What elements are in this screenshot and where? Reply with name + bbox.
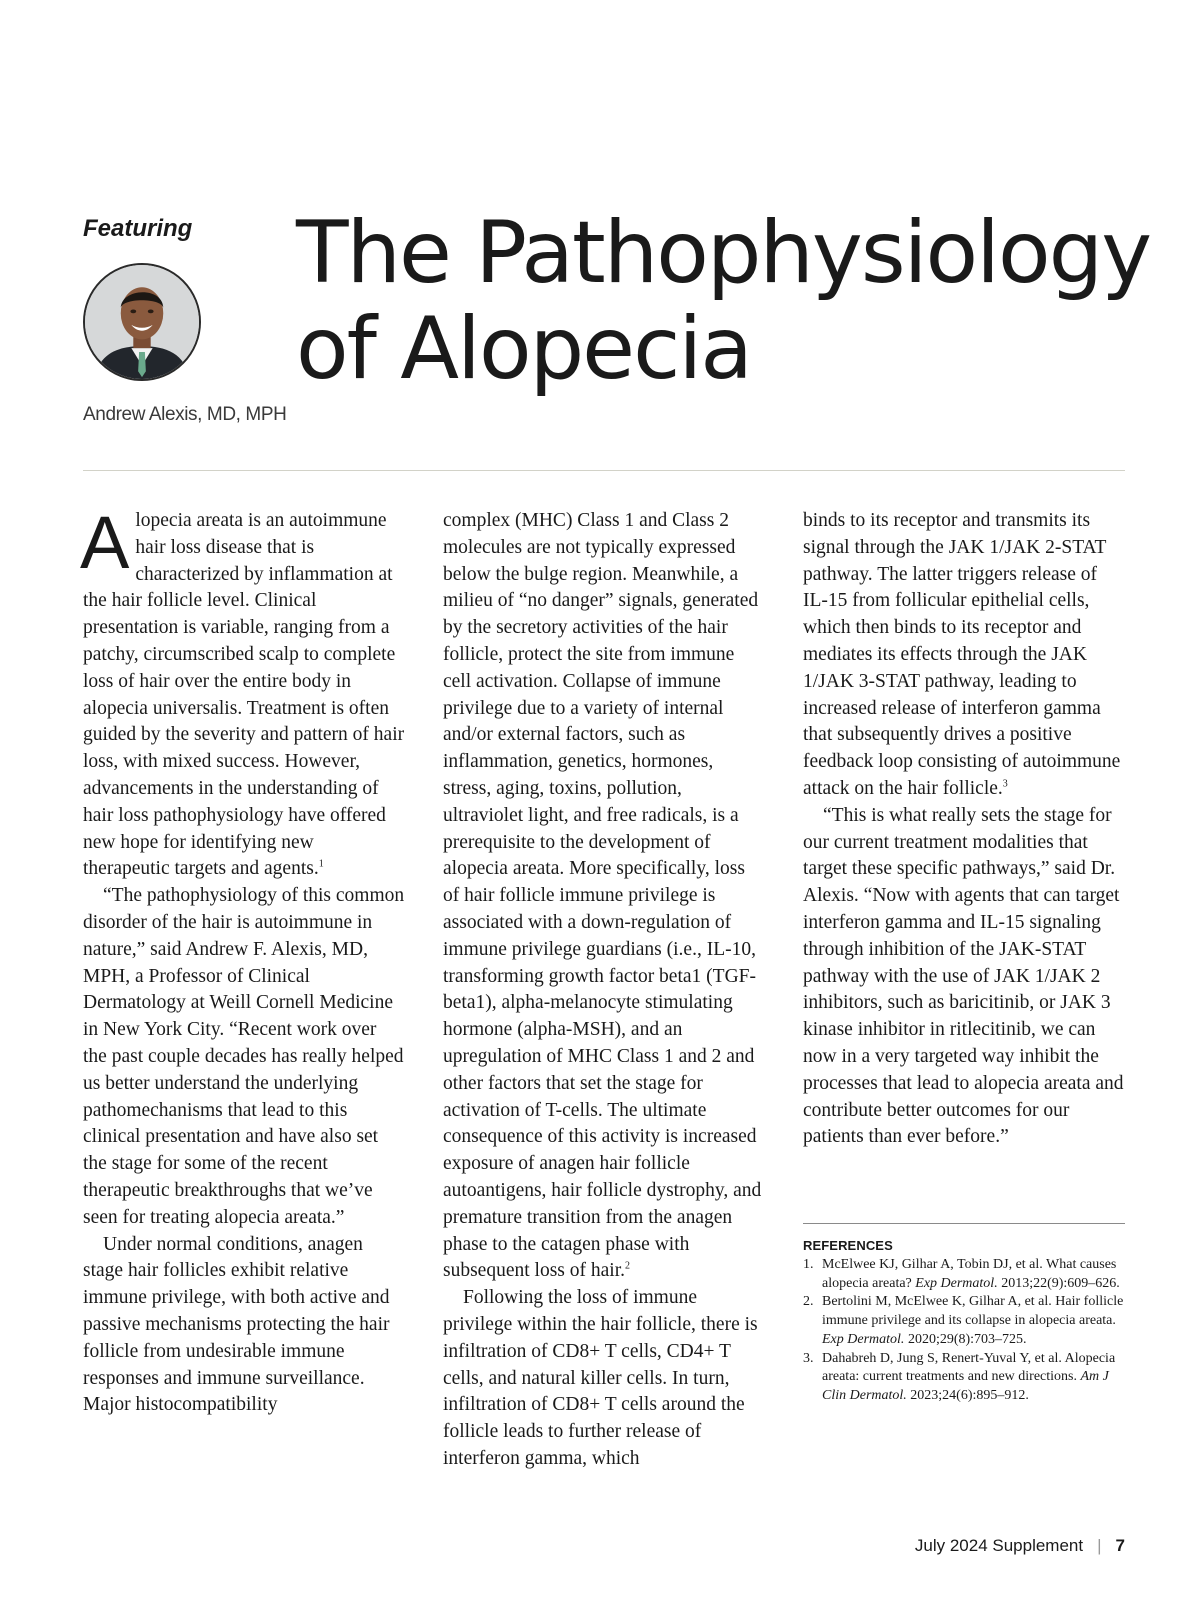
issue-label: July 2024 Supplement bbox=[914, 1536, 1084, 1555]
title-line-2: of Alopecia bbox=[296, 299, 751, 399]
drop-cap: A bbox=[80, 501, 130, 584]
reference-details: 2013;22(9):609–626. bbox=[1001, 1275, 1120, 1291]
references-list bbox=[803, 1256, 1125, 1406]
reference-marker: 1 bbox=[318, 858, 324, 870]
reference-marker: 3 bbox=[1002, 778, 1008, 790]
paragraph bbox=[80, 501, 405, 883]
reference-item bbox=[803, 1293, 1125, 1349]
paragraph: “The pathophysiology of this common disorder of the hair is autoimmune in nature,” said Andrew F. Alexis, MD, MPH, a Professor of Clinical Dermatology at Weill Cornell Medicine in New York City. “Recent work over the past couple decades has really helped us better understand the underlying pathomechanisms that lead to this clinical presentation and have also set the stage for some of the recent therapeutic breakthroughs that we’ve seen for treating alopecia areata.” bbox=[83, 885, 405, 1228]
paragraph-text: complex (MHC) Class 1 and Class 2 molecules are not typically expressed below the bulge region. Meanwhile, a milieu of “no danger” signals, generated by the secretory activities of the hair follicle, protect the site from immune cell activation. Collapse of immune privilege due to a variety of internal and/or external factors, such as inflammation, genetics, hormones, stress, aging, toxins, pollution, ultraviolet light, and free radicals, is a prerequisite to the development of alopecia areata. More specifically, loss of hair follicle immune privilege is associated with a down-regulation of immune privilege guardians (i.e., IL-10, transforming growth factor beta1 (TGF-beta1), alpha-melanocyte stimulating hormone (alpha-MSH), and an upregulation of MHC Class 1 and 2 and other factors that set the stage for activation of T-cells. The ultimate consequence of this activity is increased exposure of anagen hair follicle autoantigens, hair follicle dystrophy, and premature transition from the anagen phase to the catagen phase with subsequent loss of hair. bbox=[443, 510, 762, 1282]
paragraph-text: binds to its receptor and transmits its signal through the JAK 1/JAK 2-STAT pathway. The latter triggers release of IL-15 from follicular epithelial cells, which then binds to its receptor and mediates its effects through the JAK 1/JAK 3-STAT pathway, leading to increased release of interferon gamma that subsequently drives a positive feedback loop consisting of autoimmune attack on the hair follicle. bbox=[803, 510, 1121, 799]
footer-separator: | bbox=[1097, 1536, 1102, 1555]
title-line-1: The Pathophysiology bbox=[296, 203, 1151, 303]
reference-details: 2020;29(8):703–725. bbox=[907, 1331, 1027, 1347]
paragraph: Under normal conditions, anagen stage hair follicles exhibit relative immune privilege, with both active and passive mechanisms protecting the hair follicle from undesirable immune responses and immune surveillance. Major histocompatibility bbox=[83, 1233, 390, 1416]
reference-details: 2023;24(6):895–912. bbox=[910, 1387, 1029, 1403]
reference-item bbox=[803, 1256, 1125, 1293]
reference-authors: Dahabreh D, Jung S, Renert-Yuval Y, et al. Alopecia areata: current treatments and new directions. bbox=[822, 1350, 1116, 1385]
reference-item bbox=[803, 1350, 1125, 1406]
author-portrait-icon bbox=[85, 265, 199, 379]
reference-marker: 2 bbox=[624, 1260, 630, 1272]
article-title bbox=[296, 205, 1150, 397]
article-column-2 bbox=[443, 508, 765, 1473]
reference-number: 2. bbox=[803, 1294, 814, 1310]
paragraph-text: lopecia areata is an autoimmune hair loss disease that is characterized by inflammation at the hair follicle level. Clinical presentation is variable, ranging from a patchy, circumscribed scalp to complete loss of hair over the entire body in alopecia universalis. Treatment is often guided by the severity and pattern of hair loss, with mixed success. However, advancements in the understanding of hair loss pathophysiology have offered new hope for identifying new therapeutic targets and agents. bbox=[83, 510, 405, 880]
page-number: 7 bbox=[1115, 1536, 1125, 1555]
reference-number: 1. bbox=[803, 1257, 814, 1272]
article-column-1 bbox=[80, 501, 405, 1419]
reference-authors: McElwee KJ, Gilhar A, Tobin DJ, et al. What causes alopecia areata? bbox=[822, 1257, 1117, 1291]
reference-journal: Exp Dermatol. bbox=[822, 1331, 905, 1347]
reference-journal: Am J Clin Dermatol. bbox=[822, 1369, 1109, 1403]
paragraph: Following the loss of immune privilege within the hair follicle, there is infiltration of CD8+ T cells, CD4+ T cells, and natural killer cells. In turn, infiltration of CD8+ T cells around the follicle leads to further release of interferon gamma, which bbox=[443, 1287, 758, 1469]
reference-authors: Bertolini M, McElwee K, Gilhar A, et al. Hair follicle immune privilege and its collapse in alopecia areata. bbox=[822, 1294, 1124, 1329]
reference-number: 3. bbox=[803, 1350, 814, 1366]
page-footer bbox=[915, 1536, 1125, 1556]
article-column-3 bbox=[803, 508, 1125, 1151]
paragraph: “This is what really sets the stage for our current treatment modalities that target these specific pathways,” said Dr. Alexis. “Now with agents that can target interferon gamma and IL-15 signaling through inhibition of the JAK-STAT pathway with the use of JAK 1/JAK 2 inhibitors, such as baricitinib, or JAK 3 kinase inhibitor in ritlecitinib, we can now in a very targeted way inhibit the processes that lead to alopecia areata and contribute better outcomes for our patients than ever before.” bbox=[803, 804, 1124, 1148]
paragraph bbox=[803, 508, 1125, 803]
references-heading: REFERENCES bbox=[803, 1238, 893, 1253]
header-divider bbox=[83, 470, 1125, 471]
author-photo bbox=[83, 263, 201, 381]
reference-journal: Exp Dermatol. bbox=[915, 1275, 998, 1291]
paragraph bbox=[443, 508, 765, 1285]
references-divider bbox=[803, 1223, 1125, 1224]
author-name: Andrew Alexis, MD, MPH bbox=[83, 404, 287, 425]
featuring-label: Featuring bbox=[83, 215, 193, 242]
